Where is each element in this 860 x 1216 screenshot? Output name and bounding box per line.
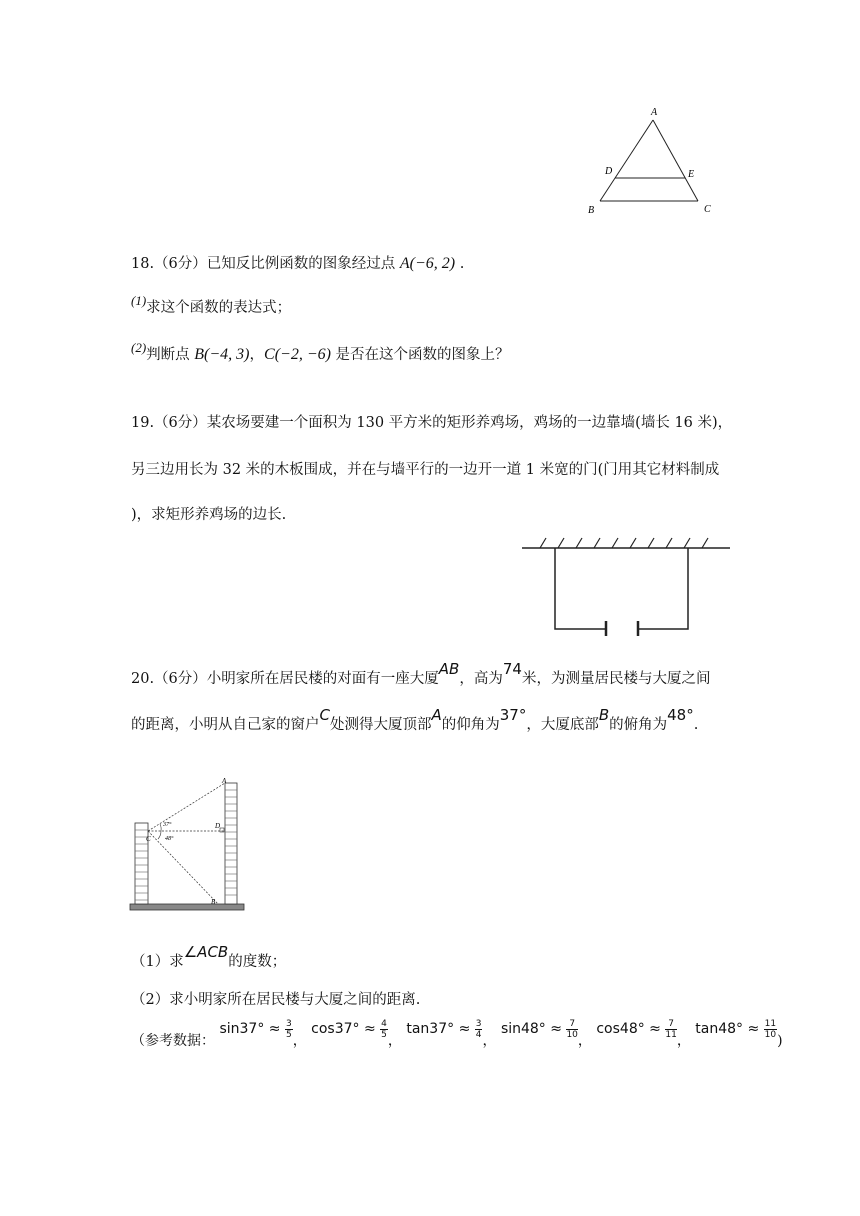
q20-sub1: （1）求∠ACB的度数； xyxy=(131,943,287,970)
vertex-label-E: E xyxy=(688,169,695,180)
buildings-figure xyxy=(128,775,248,915)
vertex-label-D: D xyxy=(605,166,613,177)
q20-line1: 20.（6分）小明家所在居民楼的对面有一座大厦AB，高为74米，为测量居民楼与大厦之间 xyxy=(131,660,711,687)
q20-line2: 的距离，小明从自己家的窗户C处测得大厦顶部A的仰角为37°，大厦底部B的俯角为48°. xyxy=(131,706,699,733)
reference-data: （参考数据： sin37° ≈ $\frac{3}{5}$ ， cos37° ≈ $\frac{4}{5}$ ， tan37° ≈ $\frac{3}{4}$ ， sin48° ≈ $\frac{7}{10}$ ， cos48° ≈ $\frac{7}{11}$ ， tan48° ≈ $\frac{11}{10}$ ) xyxy=(131,1018,783,1049)
q18-part2: (2)判断点 B(−4, 3)，C(−2, −6) 是否在这个函数的图象上？ xyxy=(131,340,510,363)
farm-figure xyxy=(518,532,734,636)
q19-line3: )，求矩形养鸡场的边长. xyxy=(131,507,287,523)
fig-label-C: C xyxy=(146,835,151,843)
fig-label-B: B xyxy=(211,898,216,906)
point-A: A(−6, 2) xyxy=(399,255,456,272)
fig-angle-37: 37° xyxy=(163,822,172,828)
triangle-figure xyxy=(580,100,720,220)
q19-line1: 19.（6分）某农场要建一个面积为 130 平方米的矩形养鸡场，鸡场的一边靠墙(墙长 16 米)， xyxy=(131,415,733,431)
part1-label: (1) xyxy=(131,293,147,308)
angle-ACB: ∠ACB xyxy=(183,943,229,961)
vertex-label-C: C xyxy=(704,204,711,215)
point-C: C(−2, −6) xyxy=(264,346,331,363)
part2-label: (2) xyxy=(131,340,147,355)
fig-label-D: D xyxy=(215,822,221,830)
q20-sub2: （2）求小明家所在居民楼与大厦之间的距离. xyxy=(131,992,421,1008)
vertex-label-B: B xyxy=(588,205,595,216)
vertex-label-A: A xyxy=(651,107,658,118)
q18-stem: 18.（6分）已知反比例函数的图象经过点 A(−6, 2) . xyxy=(131,255,465,272)
fig-label-A: A xyxy=(222,777,227,785)
q18-part1: (1)求这个函数的表达式； xyxy=(131,293,292,316)
fig-angle-48: 48° xyxy=(165,836,174,842)
q19-line2: 另三边用长为 32 米的木板围成，并在与墙平行的一边开一道 1 米宽的门(门用其它材料制成 xyxy=(131,462,720,478)
point-B: B(−4, 3) xyxy=(194,346,250,363)
